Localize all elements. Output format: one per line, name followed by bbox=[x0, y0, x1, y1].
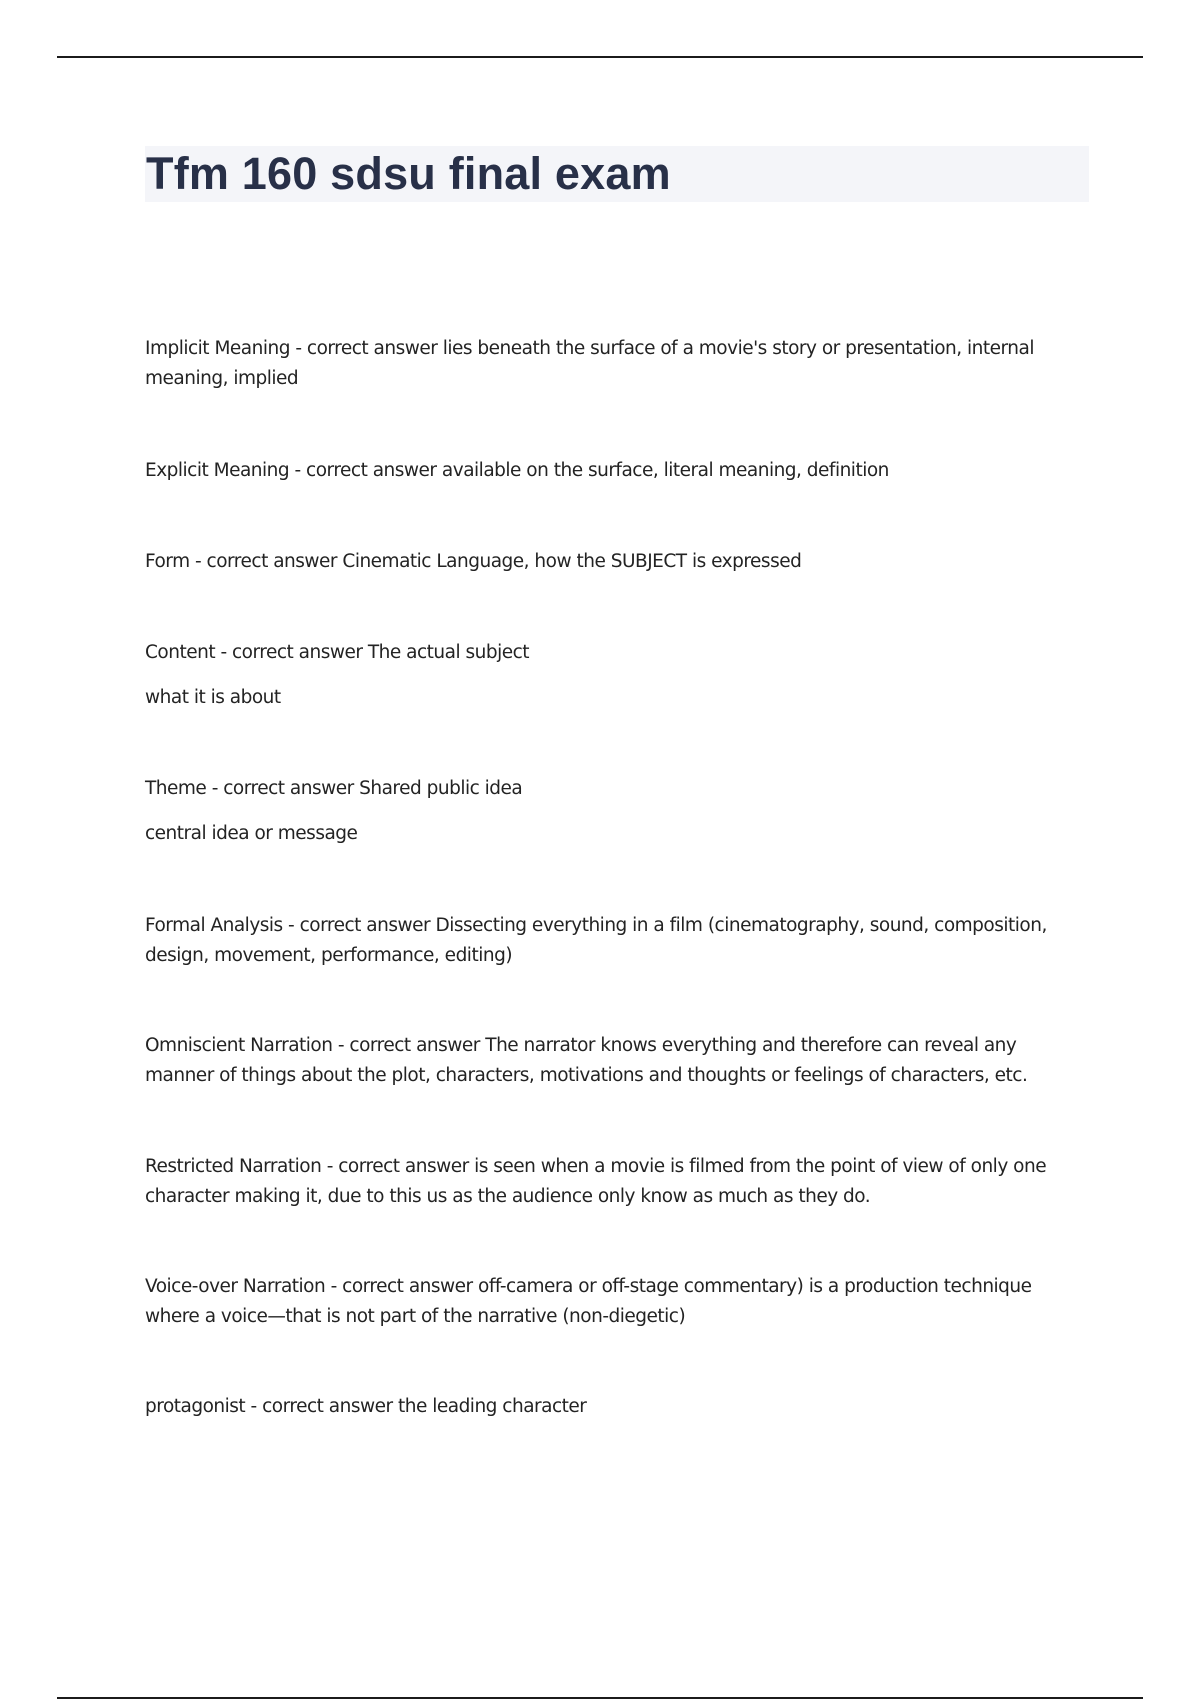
entry-text: Explicit Meaning - correct answer available on the surface, literal meaning, definition bbox=[145, 460, 889, 481]
bottom-divider bbox=[57, 1697, 1143, 1699]
entry-formal-analysis bbox=[145, 911, 1085, 971]
document-title: Tfm 160 sdsu final exam bbox=[146, 148, 671, 199]
entry-form bbox=[145, 547, 1085, 577]
entry-protagonist bbox=[145, 1392, 1085, 1422]
entry-text: Implicit Meaning - correct answer lies beneath the surface of a movie's story or presentation, internal meaning, implied bbox=[145, 338, 1034, 389]
entry-extra-text: what it is about bbox=[145, 687, 281, 708]
entry-theme bbox=[145, 774, 1085, 849]
entry-text: Form - correct answer Cinematic Language, how the SUBJECT is expressed bbox=[145, 551, 802, 572]
entry-restricted-narration bbox=[145, 1152, 1085, 1212]
entry-content bbox=[145, 638, 1085, 713]
entry-implicit-meaning bbox=[145, 334, 1085, 394]
entry-text: Content - correct answer The actual subject bbox=[145, 642, 530, 663]
entry-text: Formal Analysis - correct answer Dissecting everything in a film (cinematography, sound, composition, design, movement, performance, editing) bbox=[145, 915, 1047, 966]
entry-text: Restricted Narration - correct answer is seen when a movie is filmed from the point of view of only one character making it, due to this us as the audience only know as much as they do. bbox=[145, 1156, 1047, 1207]
entry-voice-over-narration bbox=[145, 1272, 1085, 1332]
entry-text: Voice-over Narration - correct answer off-camera or off-stage commentary) is a production technique where a voice—that is not part of the narrative (non-diegetic) bbox=[145, 1276, 1032, 1327]
entry-extra-text: central idea or message bbox=[145, 823, 358, 844]
entry-omniscient-narration bbox=[145, 1031, 1085, 1091]
entry-text: protagonist - correct answer the leading character bbox=[145, 1396, 587, 1417]
entry-text: Omniscient Narration - correct answer The narrator knows everything and therefore can reveal any manner of things about the plot, characters, motivations and thoughts or feelings of characters, etc. bbox=[145, 1035, 1028, 1086]
entry-explicit-meaning bbox=[145, 456, 1085, 486]
entry-text: Theme - correct answer Shared public idea bbox=[145, 778, 523, 799]
top-divider bbox=[57, 56, 1143, 58]
